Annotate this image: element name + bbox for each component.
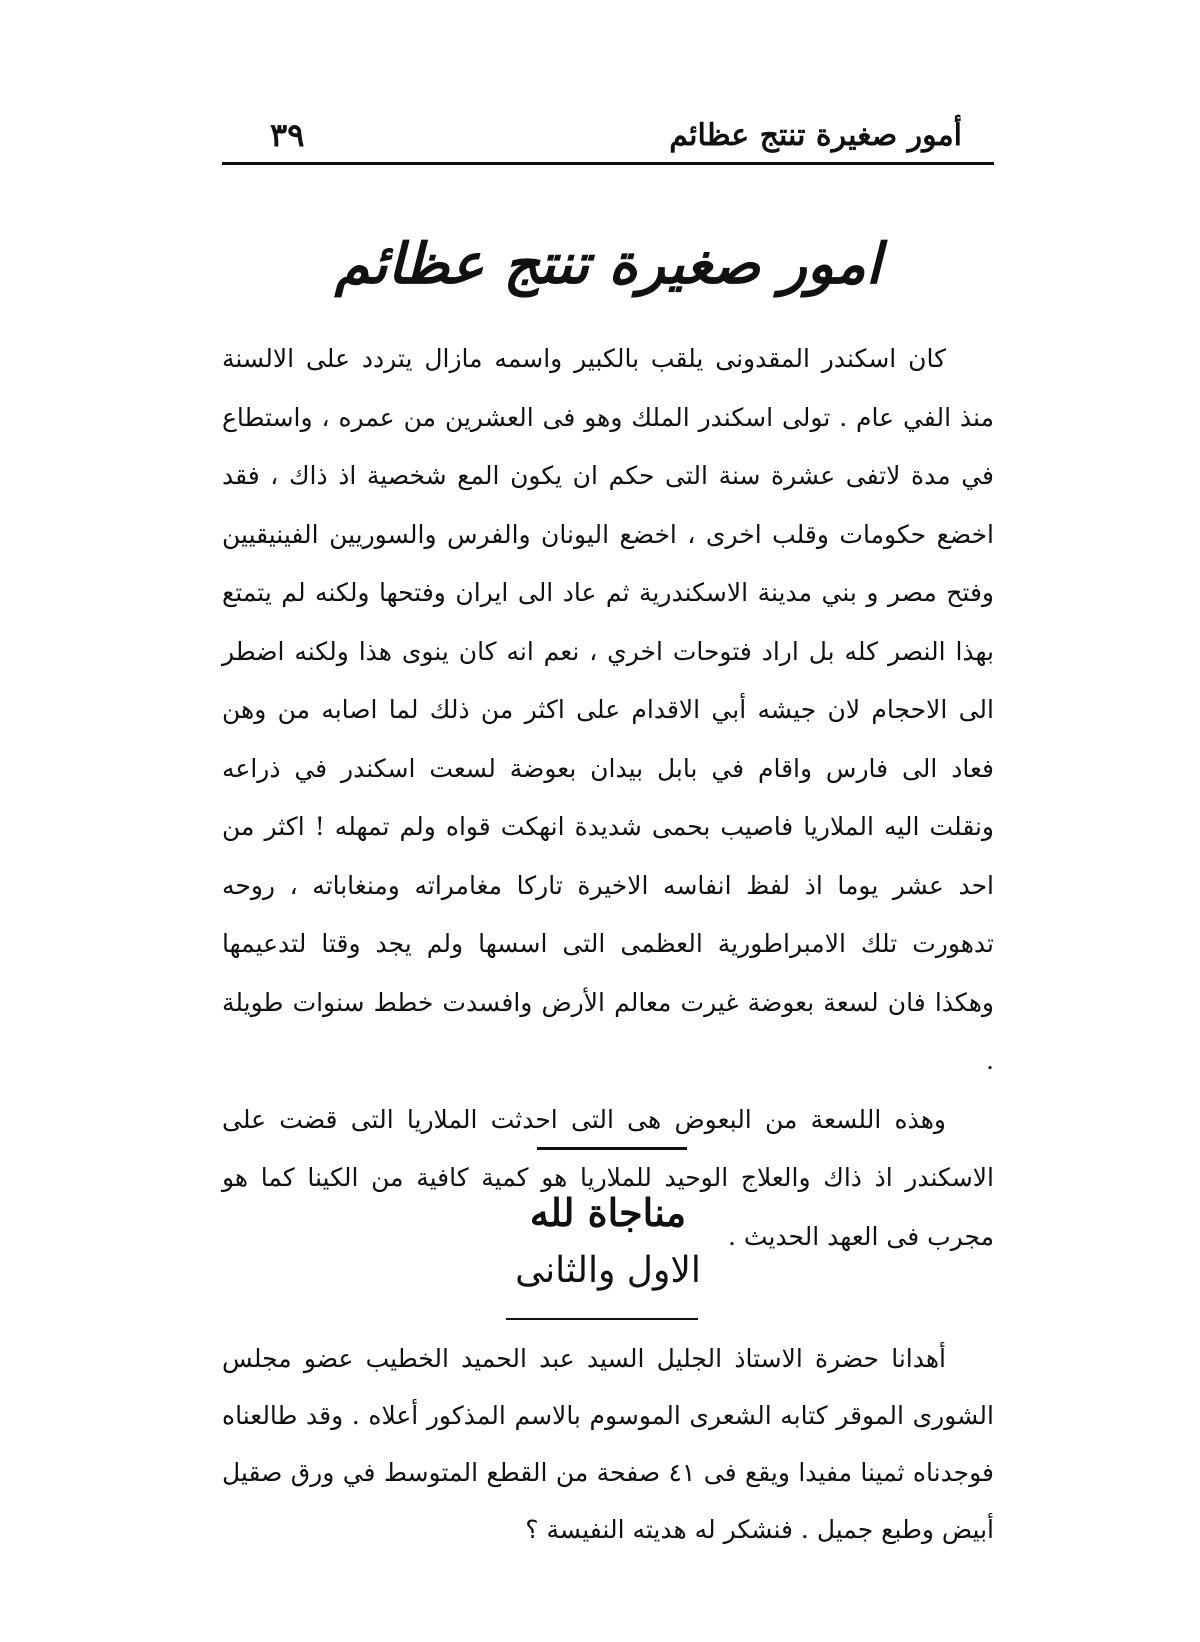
notice-title: مناجاة لله [529, 1190, 687, 1235]
subtitle-rule [506, 1318, 698, 1320]
notice-body [222, 1330, 994, 1558]
notice-paragraph: أهدانا حضرة الاستاذ الجليل السيد عبد الحميد الخطيب عضو مجلس الشورى الموقر كتابه الشعرى الموسوم بالاسم المذكور أعلاه . وقد طالعناه فوجدناه ثمينا مفيدا ويقع فى ٤١ صفحة من القطع المتوسط في ورق صقيل أبيض وطبع جميل . فنشكر له هديته النفيسة ؟ [222, 1344, 995, 1544]
article-body [222, 330, 994, 1266]
notice-subtitle: الاول والثانى [515, 1250, 701, 1291]
article-title: امور صغيرة تنتج عظائم [334, 231, 882, 297]
section-divider [537, 1147, 687, 1150]
article-paragraph-1: كان اسكندر المقدونى يلقب بالكبير واسمه مازال يتردد على الالسنة منذ الفي عام . تولى اسكندر الملك وهو فى العشرين من عمره ، واستطاع في مدة لاتفى عشرة سنة التى حكم ان يكون المع شخصية اذ ذاك ، فقد اخضع حكومات وقلب اخرى ، اخضع اليونان والفرس والسوريين الفينيقيين وفتح مصر و بني مدينة الاسكندرية ثم عاد الى ايران وفتحها ولكنه لم يتمتع بهذا النصر كله بل اراد فتوحات اخري ، نعم انه كان ينوى هذا ولكنه اضطر الى الاحجام لان جيشه أبي الاقدام على اكثر من ذلك لما اصابه من وهن فعاد الى فارس واقام في بابل بيدان بعوضة لسعت اسكندر في ذراعه ونقلت اليه الملاريا فاصيب بحمى شديدة انهكت قواه ولم تمهله ! اكثر من احد عشر يوما اذ لفظ انفاسه الاخيرة تاركا مغامراته ومنغاباته ، روحه تدهورت تلك الامبراطورية العظمى التى اسسها ولم يجد وقتا لتدعيمها وهكذا فان لسعة بعوضة غيرت معالم الأرض وافسدت خطط سنوات طويلة . [222, 344, 994, 1075]
article-paragraph-2: وهذه اللسعة من البعوض هى التى احدثت الملاريا التى قضت على الاسكندر اذ ذاك والعلاج الوحيد للملاريا هو كمية كافية من الكينا كما هو مجرب فى العهد الحديث . [222, 1104, 994, 1251]
page-number: ٣٩ [270, 116, 305, 154]
header-rule [222, 162, 994, 165]
running-title: أمور صغيرة تنتج عظائم [669, 117, 962, 153]
running-header [222, 110, 994, 160]
